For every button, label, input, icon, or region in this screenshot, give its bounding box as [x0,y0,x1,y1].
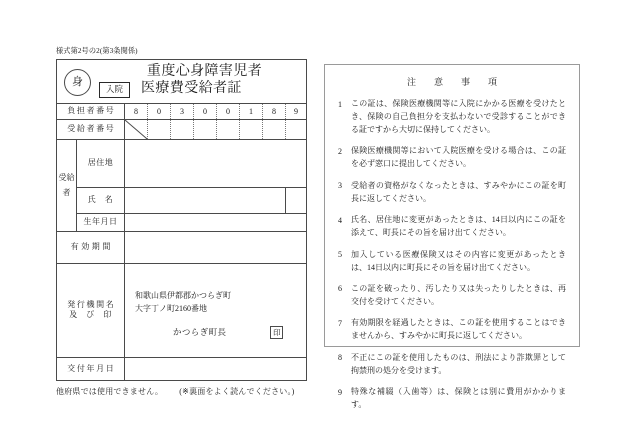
issue-date-value[interactable] [125,357,307,380]
residence-value[interactable] [125,139,307,187]
name-row [57,187,307,213]
issuer-label-line2: 及 び 印 [69,310,112,320]
certificate-table [56,59,307,381]
payer-number-label: 負担者番号 [57,103,125,119]
recipient-digit-6[interactable] [240,119,263,139]
payer-digit-7[interactable]: 8 [263,103,286,119]
notes-title: 注 意 事 項 [406,77,502,87]
recipient-group-label: 受給者 [57,139,77,231]
certificate-title-secondary: 医療費受給者証 [141,81,242,97]
seal-stamp-icon: 印 [270,326,283,339]
payer-digit-8[interactable]: 9 [286,103,307,119]
name-label: 氏 名 [77,187,125,213]
certificate-title-primary: 重度心身障害児者 [146,63,263,79]
note-text: 氏名、居住地に変更があったときは、14日以内にこの証を添えて、町長にその旨を届け出てください。 [351,215,566,238]
birthdate-value[interactable] [125,213,307,231]
certificate-title-secondary-row [99,81,304,98]
issuer-signature-line [135,326,306,339]
note-text: 有効期限を経過したときは、この証を使用することはできませんから、すみやかに町長に返してください。 [351,318,566,341]
payer-number-row [57,103,307,119]
inpatient-badge: 入院 [99,82,130,98]
note-number: 2 [338,146,342,156]
payer-digit-6[interactable]: 1 [240,103,263,119]
notes-panel [324,64,580,410]
note-text: 受給者の資格がなくなったときは、すみやかにこの証を町長に返してください。 [351,180,566,203]
payer-digit-3[interactable]: 3 [171,103,194,119]
issuer-label [57,263,125,357]
note-text: 特殊な補綴（入歯等）は、保険とは別に費用がかかります。 [351,387,566,410]
note-item-2 [338,145,566,171]
issuer-address-line1: 和歌山県伊都郡かつらぎ町 [135,291,231,301]
issuer-address-line2: 大字丁ノ町2160番地 [135,303,207,313]
issue-date-row [57,357,307,380]
footnote-main: 他府県では使用できません。 [56,386,164,396]
payer-digit-2[interactable]: 0 [148,103,171,119]
payer-digit-5[interactable]: 0 [217,103,240,119]
recipient-digit-1[interactable] [125,119,148,139]
title-row [57,59,307,103]
issuer-signer-name: かつらぎ町長 [173,327,227,338]
certificate-footnote [56,386,306,397]
shin-badge-icon [64,69,91,96]
recipient-digit-5[interactable] [217,119,240,139]
note-number: 4 [338,215,342,225]
form-number-label: 様式第2号の2(第3条関係) [56,47,138,55]
residence-row [57,139,307,187]
note-item-9 [338,386,566,412]
note-number: 3 [338,181,342,191]
payer-digit-4[interactable]: 0 [194,103,217,119]
title-stack [99,63,304,98]
note-number: 9 [338,387,342,397]
certificate-card [56,48,306,397]
valid-period-value[interactable] [125,231,307,263]
residence-label: 居住地 [77,139,125,187]
note-item-1 [338,98,566,137]
note-number: 6 [338,284,342,294]
footnote-paren: (※裏面をよく読んでください。) [179,386,295,396]
issuer-row [57,263,307,357]
note-number: 7 [338,318,342,328]
payer-digit-1[interactable]: 8 [125,103,148,119]
recipient-digit-3[interactable] [171,119,194,139]
recipient-number-row [57,119,307,139]
name-extra-value[interactable] [286,187,307,213]
title-cell [57,59,307,103]
valid-period-label: 有効期間 [57,231,125,263]
recipient-digit-2[interactable] [148,119,171,139]
recipient-digit-4[interactable] [194,119,217,139]
birthdate-row [57,213,307,231]
note-item-5 [338,249,566,275]
note-number: 8 [338,353,342,363]
note-number: 1 [338,99,342,109]
note-text: 加入している医療保険又はその内容に変更があったときは、14日以内に町長にその旨を届け出てください。 [351,249,566,272]
badge-char: 身 [72,75,83,88]
note-item-3 [338,180,566,206]
issue-date-label: 交付年月日 [57,357,125,380]
note-item-7 [338,317,566,343]
note-item-4 [338,214,566,240]
note-item-8 [338,352,566,378]
birthdate-label: 生年月日 [77,213,125,231]
note-text: 不正にこの証を使用したものは、刑法により詐欺罪として拘禁刑の処分を受けます。 [351,352,566,375]
note-item-6 [338,283,566,309]
issuer-label-line1: 発行機関名 [67,300,116,310]
recipient-number-label: 受給者番号 [57,119,125,139]
note-text: この証を破ったり、汚したり又は失ったりしたときは、再交付を受けてください。 [351,283,566,306]
valid-period-row [57,231,307,263]
recipient-digit-8[interactable] [286,119,307,139]
name-value[interactable] [125,187,286,213]
diagonal-strike-icon [125,120,147,139]
note-text: この証は、保険医療機関等に入院にかかる医療を受けたとき、保険の自己負担分を支払わないで受診することができる証ですから大切に保持してください。 [351,99,566,134]
note-number: 5 [338,250,342,260]
issuer-body[interactable] [125,263,307,357]
note-text: 保険医療機関等において入院医療を受ける場合は、この証を必ず窓口に提出してください。 [351,146,566,169]
recipient-digit-7[interactable] [263,119,286,139]
